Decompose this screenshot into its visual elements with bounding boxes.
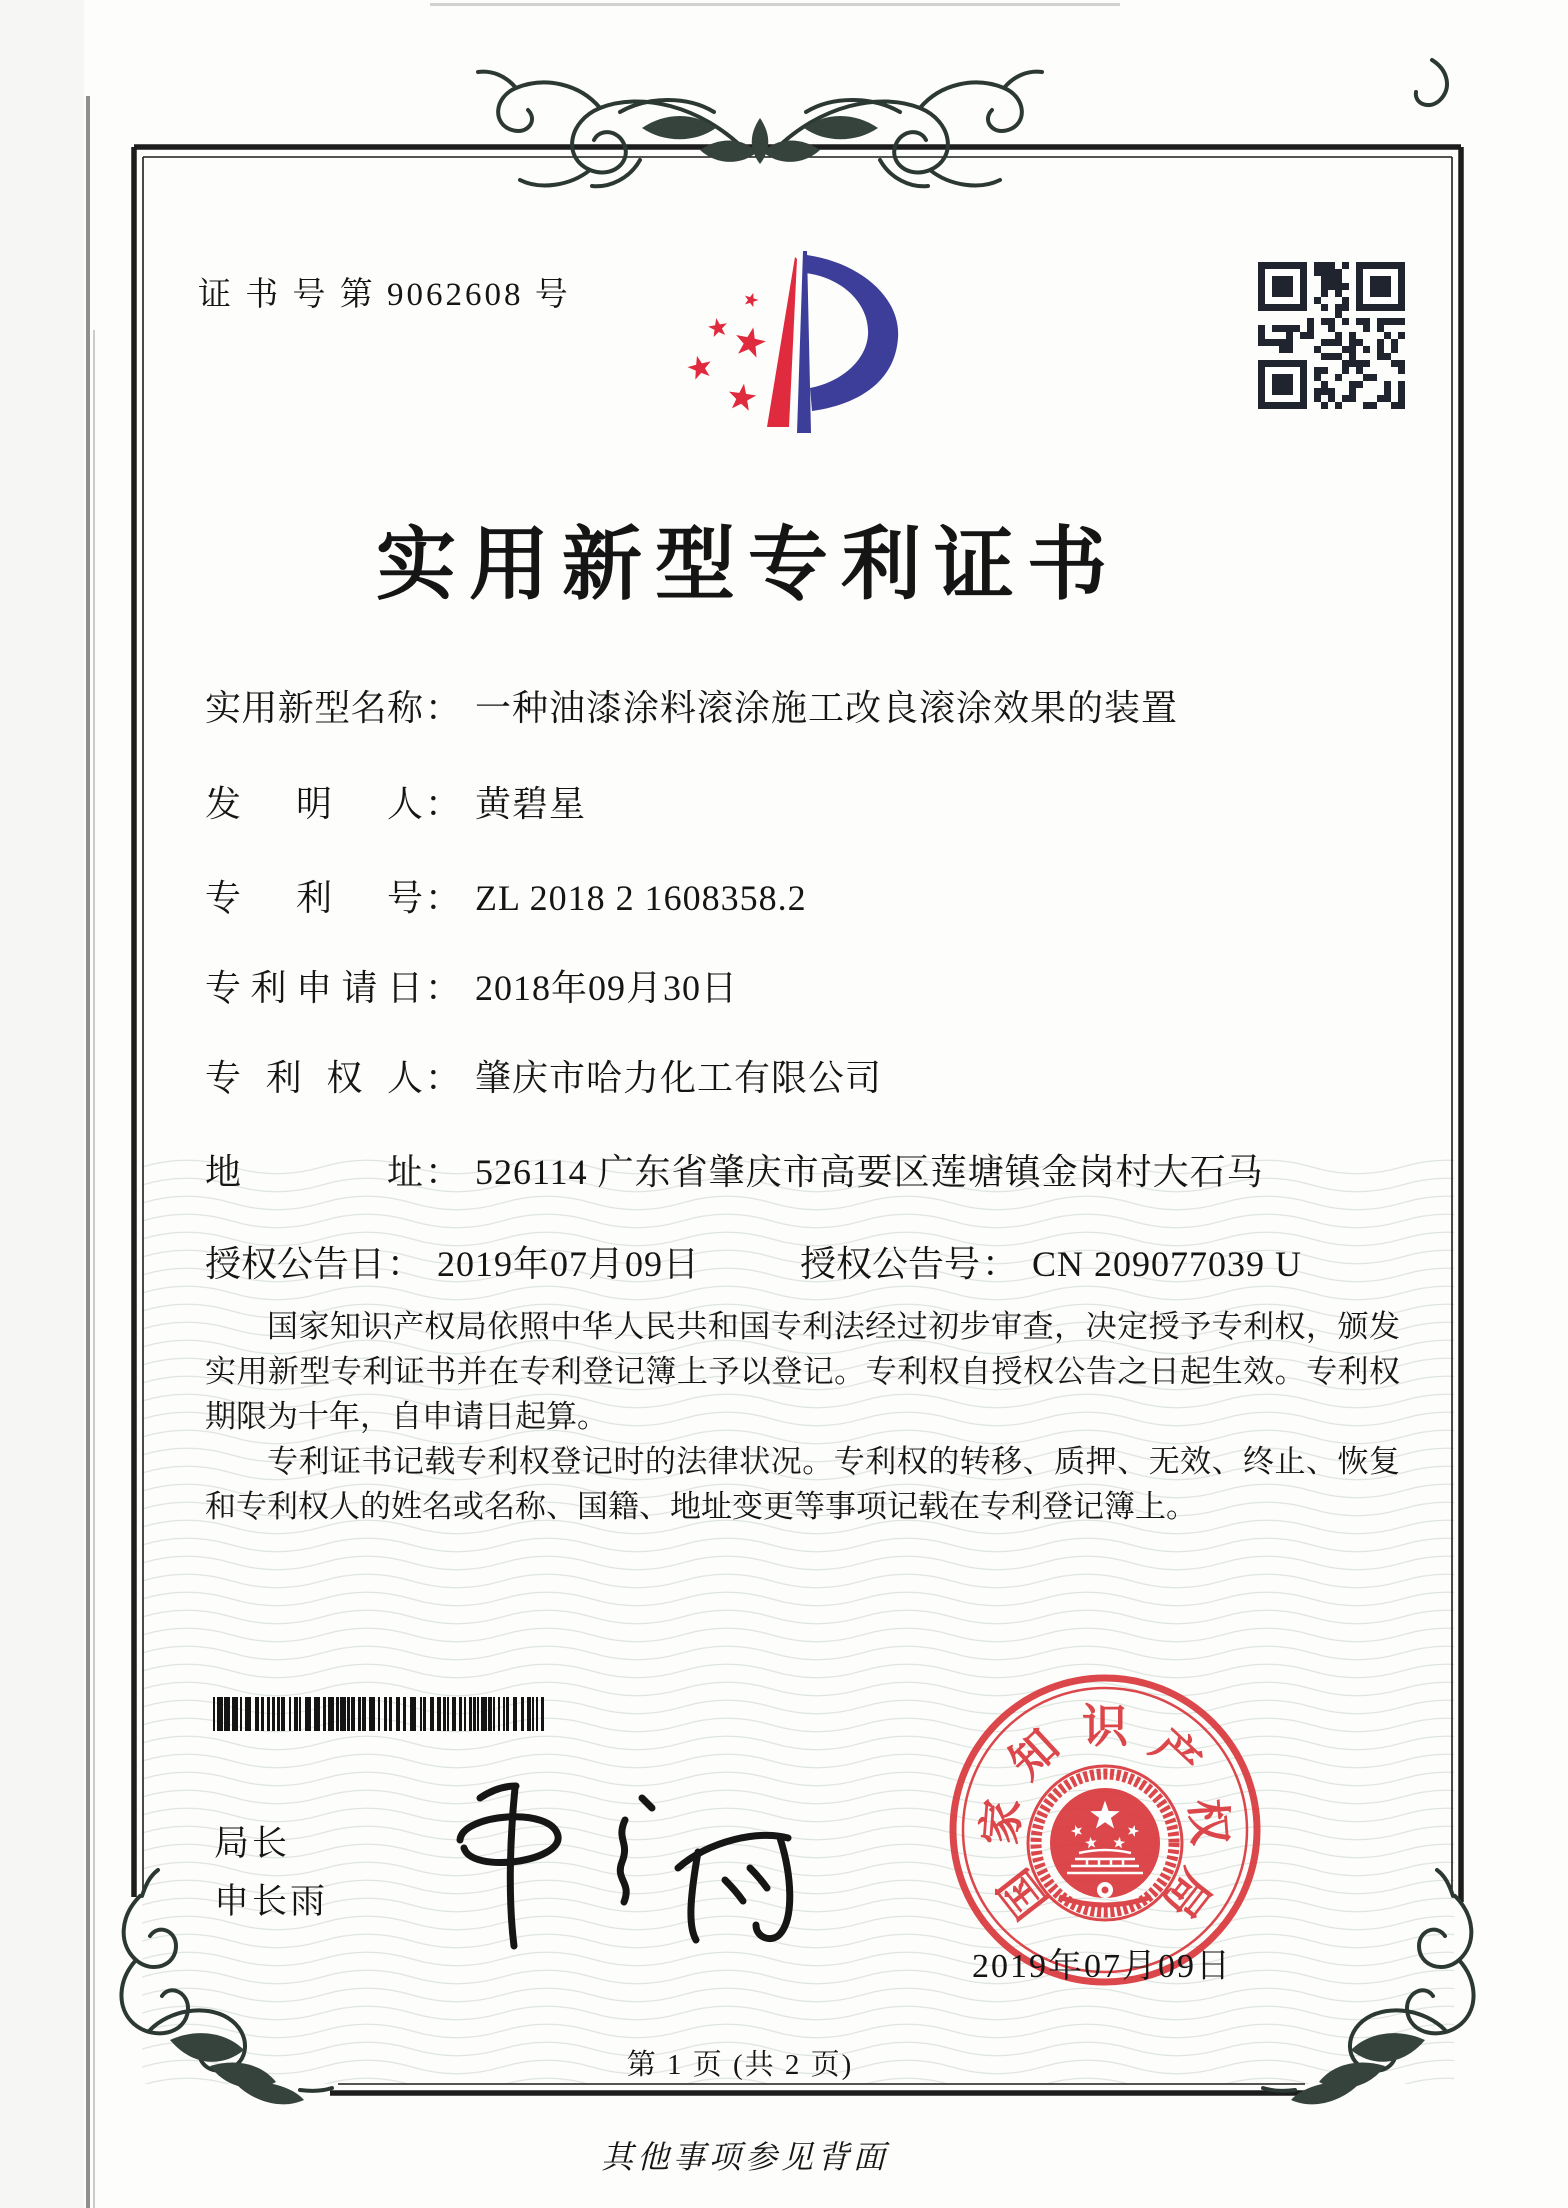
field-colon: ： bbox=[425, 1152, 462, 1192]
field-colon: ： bbox=[425, 878, 462, 918]
field-colon: ： bbox=[425, 688, 462, 728]
field-colon: ： bbox=[425, 968, 462, 1008]
qr-code bbox=[1258, 262, 1405, 409]
field-label: 专利号 bbox=[205, 878, 423, 918]
page-info: 第 1 页 (共 2 页) bbox=[626, 2049, 854, 2081]
signature-handwriting bbox=[420, 1768, 810, 1958]
field-label: 实用新型名称 bbox=[205, 688, 423, 728]
logo-blue-p bbox=[797, 251, 898, 433]
signer-name: 申长雨 bbox=[214, 1882, 329, 1921]
grant-date-pair bbox=[205, 1244, 700, 1284]
field-colon: ： bbox=[425, 1058, 462, 1098]
field-row-address bbox=[205, 1144, 1264, 1195]
field-value: 2018年09月30日 bbox=[475, 968, 739, 1008]
logo-stars-icon bbox=[686, 291, 768, 412]
legal-text bbox=[205, 1304, 1400, 1529]
field-row-inventor bbox=[205, 776, 586, 827]
field-label: 地址 bbox=[205, 1152, 423, 1192]
field-colon: ： bbox=[387, 1244, 424, 1284]
svg-text:权: 权 bbox=[1180, 1796, 1236, 1847]
svg-text:知: 知 bbox=[1000, 1719, 1069, 1789]
field-value: ZL 2018 2 1608358.2 bbox=[475, 878, 807, 918]
field-colon: ： bbox=[982, 1244, 1019, 1284]
logo-red-wedge bbox=[767, 257, 797, 427]
field-row-patentee bbox=[205, 1050, 882, 1101]
field-label: 专利权人 bbox=[205, 1058, 423, 1098]
certificate-title: 实用新型专利证书 bbox=[376, 522, 1120, 610]
legal-paragraph-1: 国家知识产权局依照中华人民共和国专利法经过初步审查，决定授予专利权，颁发实用新型专利证书并在专利登记簿上予以登记。专利权自授权公告之日起生效。专利权期限为十年，自申请日起算。 bbox=[205, 1309, 1400, 1434]
svg-text:产: 产 bbox=[1141, 1719, 1210, 1789]
barcode bbox=[213, 1697, 553, 1731]
national-emblem-icon bbox=[1028, 1766, 1182, 1920]
grant-no-value: CN 209077039 U bbox=[1032, 1244, 1303, 1284]
grant-no-pair bbox=[800, 1236, 1302, 1287]
field-row-patent-no bbox=[205, 870, 807, 921]
svg-text:识: 识 bbox=[1082, 1701, 1128, 1752]
back-note: 其他事项参见背面 bbox=[600, 2139, 889, 2175]
field-label: 专利申请日 bbox=[205, 968, 423, 1008]
legal-paragraph-2: 专利证书记载专利权登记时的法律状况。专利权的转移、质押、无效、终止、恢复和专利权人的姓名或名称、国籍、地址变更等事项记载在专利登记簿上。 bbox=[205, 1444, 1400, 1524]
grant-row bbox=[205, 1236, 1415, 1287]
svg-text:国: 国 bbox=[989, 1859, 1058, 1928]
top-dragon-ornament bbox=[478, 72, 1042, 187]
top-right-curl-ornament bbox=[1416, 60, 1447, 105]
certificate-number: 证 书 号 第 9062608 号 bbox=[198, 277, 571, 313]
grant-no-label: 授权公告号 bbox=[800, 1244, 981, 1284]
field-value: 526114 广东省肇庆市高要区莲塘镇金岗村大石马 bbox=[475, 1152, 1264, 1192]
grant-date-label: 授权公告日 bbox=[205, 1244, 386, 1284]
cnipa-logo bbox=[686, 243, 916, 443]
grant-date-value: 2019年07月09日 bbox=[437, 1244, 701, 1284]
field-value: 肇庆市哈力化工有限公司 bbox=[475, 1058, 883, 1098]
field-colon: ： bbox=[425, 784, 462, 824]
field-label: 发明人 bbox=[205, 784, 423, 824]
field-value: 一种油漆涂料滚涂施工改良滚涂效果的装置 bbox=[475, 688, 1179, 728]
field-row-name bbox=[205, 680, 1178, 731]
field-row-filing-date bbox=[205, 960, 738, 1011]
svg-text:家: 家 bbox=[974, 1796, 1030, 1847]
svg-text:局: 局 bbox=[1152, 1859, 1221, 1928]
seal-date: 2019年07月09日 bbox=[972, 1948, 1232, 1985]
field-value: 黄碧星 bbox=[475, 784, 587, 824]
signer-title: 局长 bbox=[214, 1824, 291, 1863]
